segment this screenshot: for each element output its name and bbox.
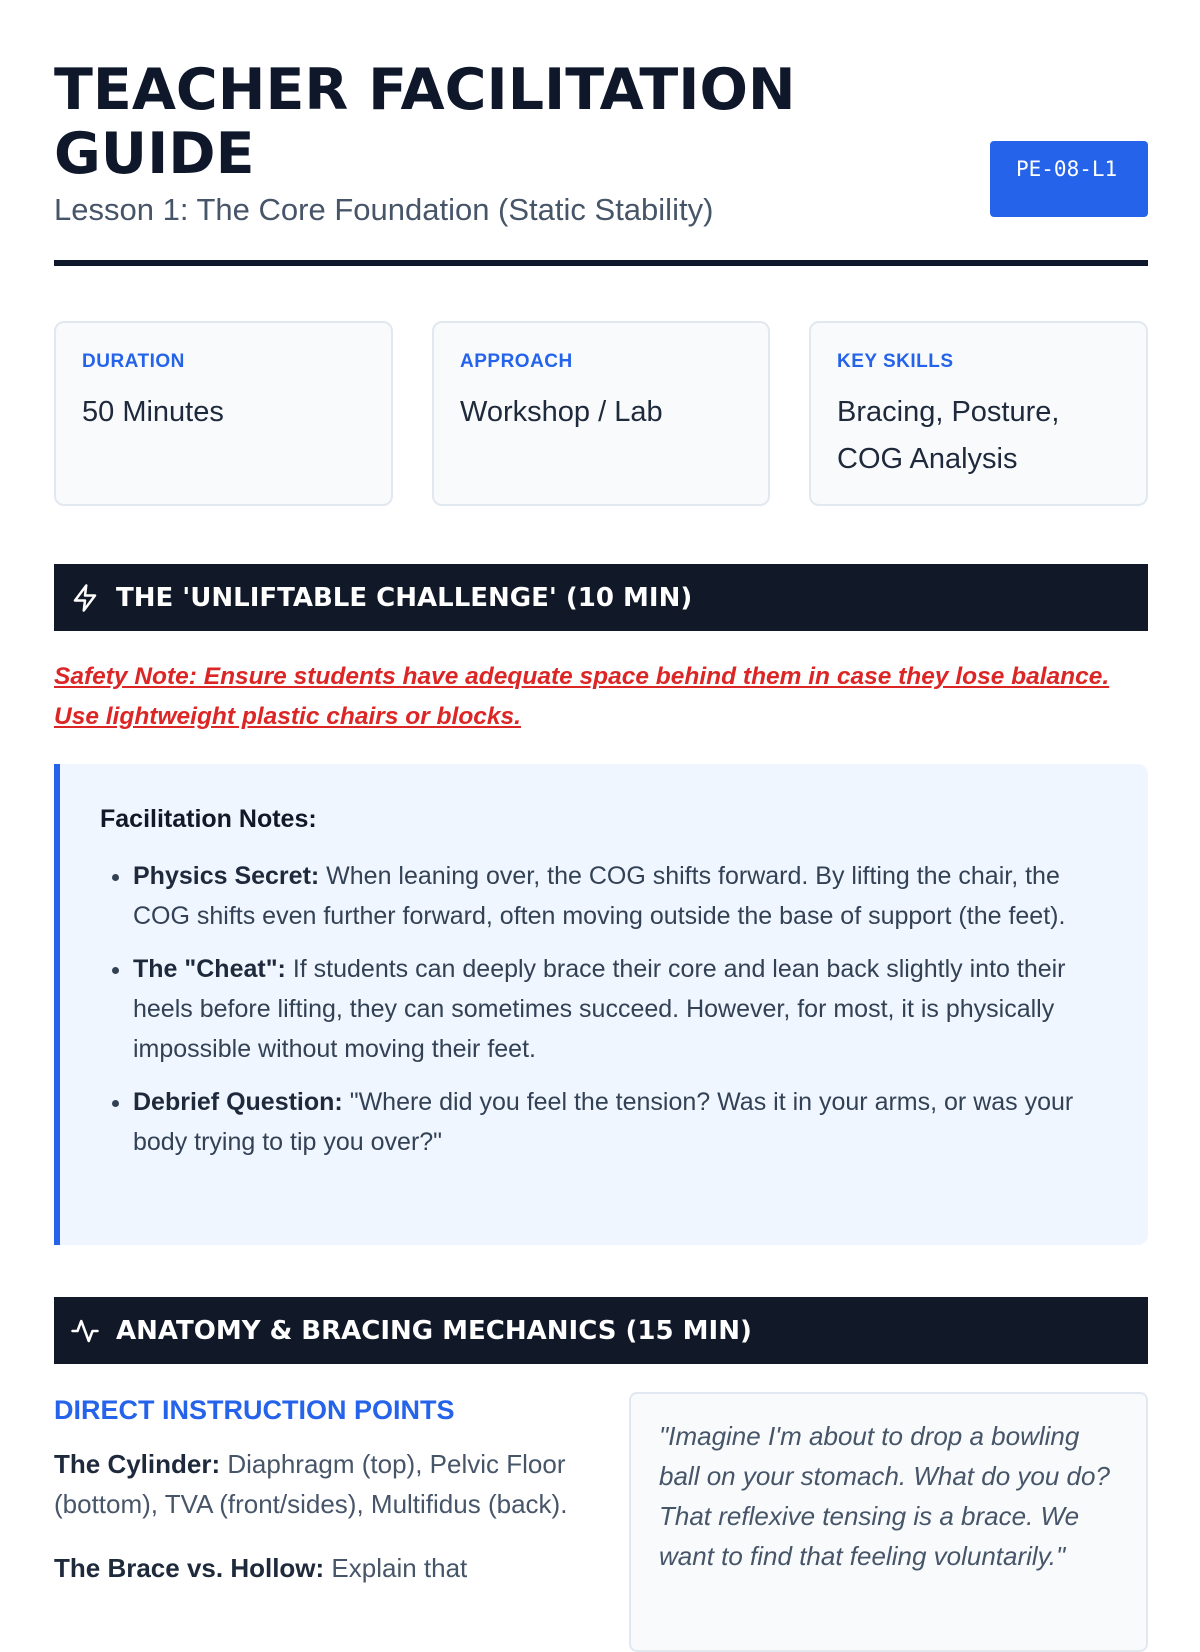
quote-text: "Imagine I'm about to drop a bowling ball on your stomach. What do you do? That reflexive tensing is a brace. We want to find that feeling voluntarily."	[659, 1421, 1110, 1571]
list-item	[133, 856, 1108, 936]
card-value: 50 Minutes	[82, 396, 224, 428]
note-text: If students can deeply brace their core and lean back slightly into their heels before lifting, they can sometimes succeed. However, for most, it is physically impossible without moving their feet.	[133, 955, 1066, 1063]
approach-card	[432, 321, 770, 506]
card-label: KEY SKILLS	[837, 351, 954, 372]
instruction-heading: DIRECT INSTRUCTION POINTS	[54, 1395, 455, 1425]
point-term: The Brace vs. Hollow:	[54, 1553, 325, 1583]
card-value: Bracing, Posture, COG Analysis	[837, 396, 1060, 475]
list-item	[133, 949, 1108, 1069]
point-term: The Cylinder:	[54, 1449, 221, 1479]
note-text: When leaning over, the COG shifts forward. By lifting the chair, the COG shifts even further forward, often moving outside the base of support (the feet).	[133, 862, 1066, 930]
safety-note: Safety Note: Ensure students have adequate space behind them in case they lose balance. Use lightweight plastic chairs or blocks.	[54, 663, 1110, 730]
lesson-code-badge: PE-08-L1	[990, 141, 1148, 217]
note-term: The "Cheat":	[133, 955, 286, 983]
section-title: THE 'UNLIFTABLE CHALLENGE' (10 MIN)	[116, 582, 693, 613]
key-skills-card	[809, 321, 1148, 506]
pulse-icon	[70, 1316, 100, 1346]
point-text: Diaphragm (top), Pelvic Floor (bottom), TVA (front/sides), Multifidus (back).	[54, 1449, 568, 1519]
section-header-unliftable-challenge	[54, 564, 1148, 631]
instruction-point	[54, 1548, 594, 1588]
header-divider	[54, 260, 1148, 266]
notes-list	[100, 856, 1108, 1162]
notes-heading: Facilitation Notes:	[100, 805, 317, 833]
card-label: DURATION	[82, 351, 185, 372]
section-header-anatomy-bracing	[54, 1297, 1148, 1364]
page-title: TEACHER FACILITATION GUIDE	[54, 57, 796, 187]
card-value: Workshop / Lab	[460, 396, 663, 428]
teacher-script-quote	[629, 1392, 1148, 1652]
instruction-point	[54, 1444, 594, 1524]
section-title: ANATOMY & BRACING MECHANICS (15 MIN)	[116, 1315, 752, 1346]
lightning-icon	[70, 583, 100, 613]
page-header	[54, 58, 1148, 230]
lesson-subtitle: Lesson 1: The Core Foundation (Static Stability)	[54, 192, 714, 227]
facilitation-notes-box	[54, 764, 1148, 1245]
list-item	[133, 1082, 1108, 1162]
note-term: Physics Secret:	[133, 862, 320, 890]
card-label: APPROACH	[460, 351, 573, 372]
note-term: Debrief Question:	[133, 1088, 343, 1116]
point-text: Explain that	[324, 1553, 468, 1583]
instruction-points	[54, 1444, 594, 1612]
note-text: "Where did you feel the tension? Was it in your arms, or was your body trying to tip you over?"	[133, 1088, 1074, 1156]
info-cards	[54, 321, 1148, 510]
duration-card	[54, 321, 393, 506]
